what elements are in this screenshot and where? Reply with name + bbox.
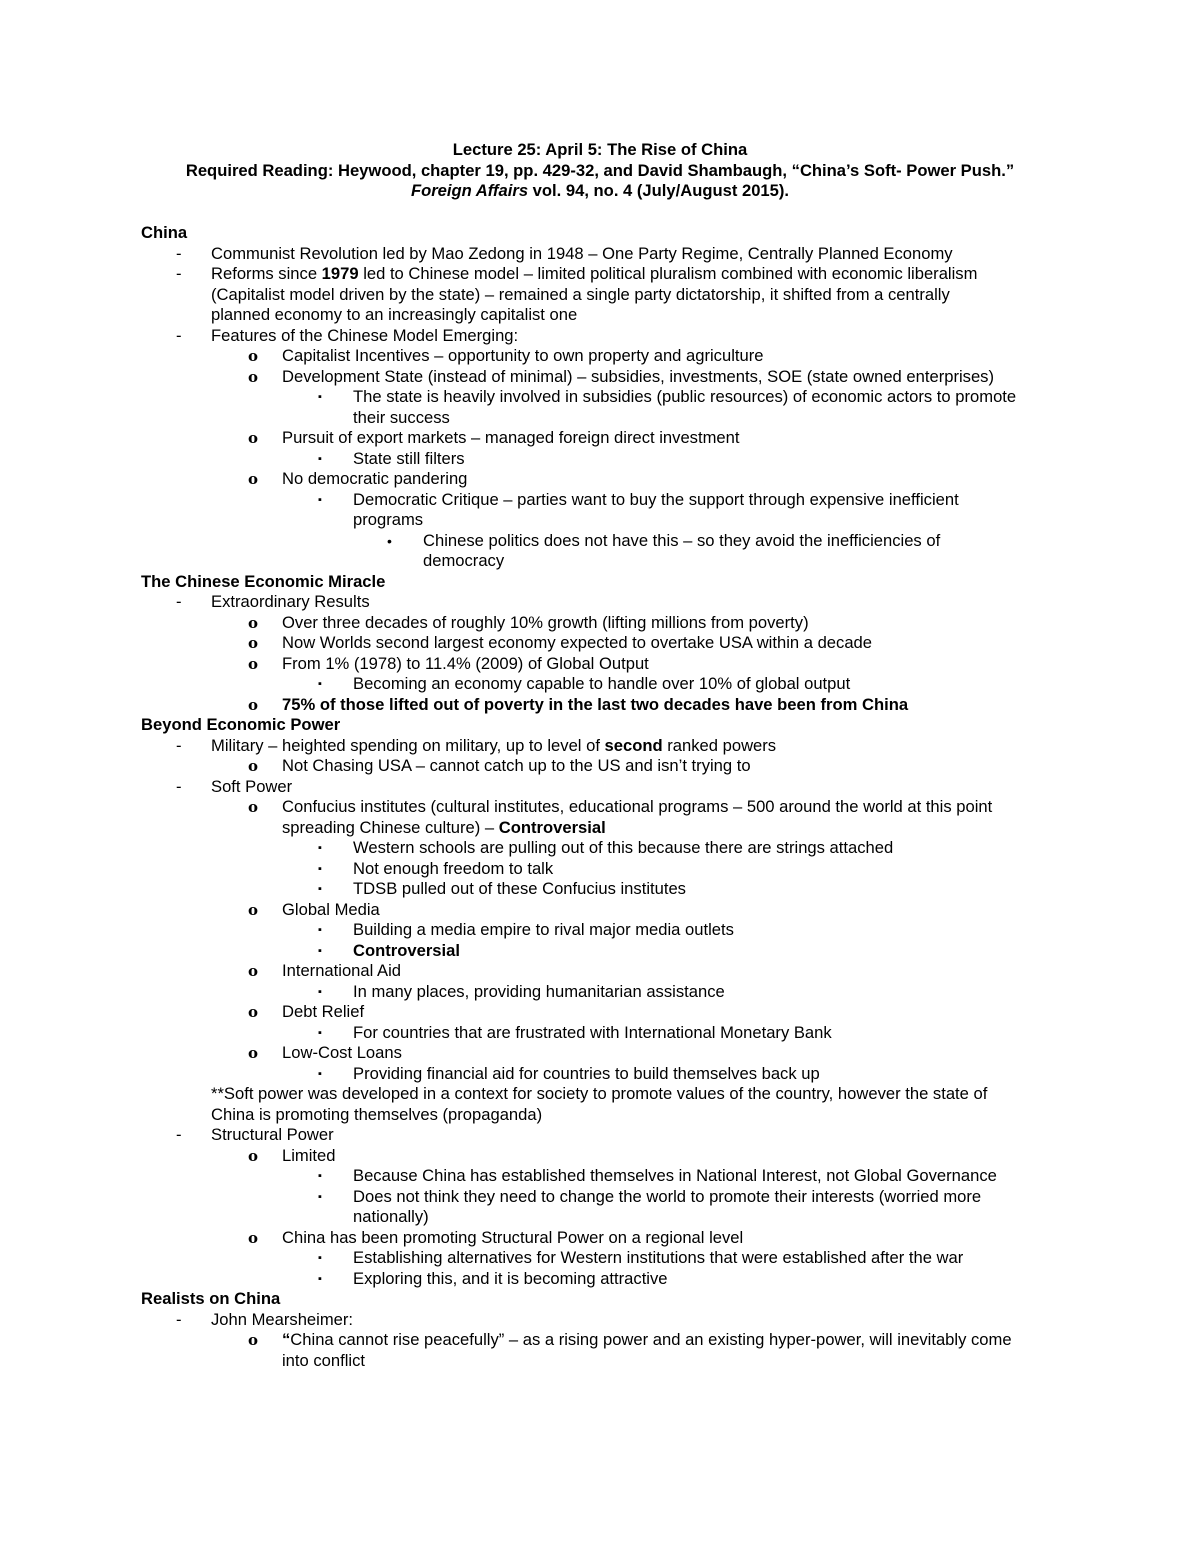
- list-item: - Structural Power: [176, 1125, 334, 1144]
- list-item: ▪ Becoming an economy capable to handle over 10% of global output: [318, 674, 851, 693]
- circle-bullet: o: [248, 695, 259, 714]
- lecture-title: Lecture 25: April 5: The Rise of China: [452, 140, 748, 159]
- circle-bullet: o: [248, 1228, 259, 1247]
- list-item: o From 1% (1978) to 11.4% (2009) of Global Output: [248, 653, 649, 673]
- list-item: o Low-Cost Loans: [248, 1043, 402, 1062]
- square-bullet: ▪: [318, 985, 322, 998]
- circle-bullet: o: [248, 470, 259, 488]
- dash-bullet: -: [176, 776, 182, 796]
- list-item: • Chinese politics does not have this – so they avoid the inefficiencies of: [387, 530, 941, 550]
- circle-bullet: o: [248, 1146, 259, 1165]
- list-item: o China has been promoting Structural Power on a regional level: [248, 1227, 744, 1247]
- square-bullet: ▪: [318, 391, 322, 403]
- list-item: ▪ State still filters: [318, 448, 465, 468]
- square-bullet: ▪: [318, 1252, 322, 1264]
- list-item: ▪ Establishing alternatives for Western institutions that were established after the war: [318, 1248, 964, 1267]
- required-reading: Required Reading: Heywood, chapter 19, pp. 429-32, and David Shambaugh, “China’s Soft- Power Push.”: [185, 160, 1015, 180]
- section-heading-china: China: [141, 223, 188, 242]
- document-body: [0, 223, 1200, 1371]
- circle-bullet: o: [248, 429, 259, 447]
- list-item: o International Aid: [248, 961, 402, 980]
- list-item-continuation: (Capitalist model driven by the state) – remained a single party dictatorship, it shifted from a centrally: [211, 284, 950, 304]
- document-header: [0, 140, 1200, 202]
- circle-bullet: o: [248, 367, 259, 386]
- list-item: o Pursuit of export markets – managed foreign direct investment: [248, 428, 740, 447]
- list-item: ▪ Controversial: [318, 940, 460, 960]
- dash-bullet: -: [176, 325, 182, 345]
- list-item: ▪ Not enough freedom to talk: [318, 858, 554, 878]
- list-item-continuation: their success: [353, 407, 450, 427]
- square-bullet: ▪: [318, 1272, 322, 1285]
- list-item: o Over three decades of roughly 10% growth (lifting millions from poverty): [248, 612, 809, 632]
- list-item: o Confucius institutes (cultural institutes, educational programs – 500 around the world at this point: [248, 797, 993, 816]
- list-item-continuation: programs: [353, 510, 424, 529]
- dash-bullet: -: [176, 1125, 182, 1144]
- list-item-continuation: into conflict: [282, 1350, 366, 1370]
- dash-bullet: -: [176, 243, 182, 263]
- square-bullet: ▪: [318, 842, 322, 854]
- list-item: - Extraordinary Results: [176, 592, 370, 611]
- square-bullet: ▪: [318, 452, 322, 465]
- list-item-continuation: nationally): [353, 1207, 429, 1226]
- soft-power-note: **Soft power was developed in a context for society to promote values of the country, however the state of: [211, 1084, 988, 1103]
- list-item: ▪ The state is heavily involved in subsidies (public resources) of economic actors to promote: [318, 387, 1017, 406]
- list-item: ▪ TDSB pulled out of these Confucius institutes: [318, 879, 686, 898]
- circle-bullet: o: [248, 757, 259, 775]
- list-item: - Soft Power: [176, 776, 293, 796]
- square-bullet: ▪: [318, 862, 322, 875]
- dash-bullet: -: [176, 735, 182, 755]
- list-item: ▪ Because China has established themselves in National Interest, not Global Governance: [318, 1166, 997, 1185]
- square-bullet: ▪: [318, 678, 322, 690]
- square-bullet: ▪: [318, 924, 322, 936]
- list-item: ▪ Does not think they need to change the world to promote their interests (worried more: [318, 1186, 982, 1206]
- circle-bullet: o: [248, 798, 259, 816]
- list-item: o Capitalist Incentives – opportunity to own property and agriculture: [248, 346, 764, 365]
- list-item: o Not Chasing USA – cannot catch up to the US and isn’t trying to: [248, 756, 751, 775]
- list-item: ▪ In many places, providing humanitarian assistance: [318, 981, 725, 1001]
- list-item: o “China cannot rise peacefully” – as a rising power and an existing hyper-power, will inevitably come: [248, 1330, 1012, 1349]
- circle-bullet: o: [248, 1044, 259, 1062]
- list-item: ▪ Western schools are pulling out of this because there are strings attached: [318, 838, 894, 857]
- circle-bullet: o: [248, 1331, 259, 1349]
- list-item-continuation: spreading Chinese culture) – Controversial: [282, 817, 606, 837]
- circle-bullet: o: [248, 613, 259, 632]
- journal-name: Foreign Affairs: [410, 181, 529, 200]
- list-item-continuation: planned economy to an increasingly capitalist one: [211, 305, 578, 324]
- list-item: ▪ Providing financial aid for countries to build themselves back up: [318, 1063, 820, 1083]
- list-item: o No democratic pandering: [248, 469, 468, 488]
- reading-citation: [0, 181, 1200, 202]
- list-item: - Communist Revolution led by Mao Zedong in 1948 – One Party Regime, Centrally Planned Economy: [176, 243, 953, 263]
- section-heading-realists: Realists on China: [141, 1289, 281, 1308]
- list-item: o Limited: [248, 1145, 336, 1165]
- list-item: - Military – heighted spending on military, up to level of second ranked powers: [176, 735, 777, 755]
- soft-power-note-continuation: China is promoting themselves (propaganda): [211, 1104, 543, 1124]
- list-item: ▪ For countries that are frustrated with International Monetary Bank: [318, 1022, 832, 1042]
- list-item: - John Mearsheimer:: [176, 1309, 354, 1329]
- square-bullet: ▪: [318, 1067, 322, 1080]
- circle-bullet: o: [248, 962, 259, 980]
- list-item: ▪ Democratic Critique – parties want to buy the support through expensive inefficient: [318, 489, 959, 509]
- square-bullet: ▪: [318, 944, 322, 957]
- list-item-continuation: democracy: [423, 551, 505, 570]
- dash-bullet: -: [176, 264, 182, 283]
- circle-bullet: o: [248, 1003, 259, 1021]
- circle-bullet: o: [248, 900, 259, 919]
- dash-bullet: -: [176, 592, 182, 611]
- square-bullet: ▪: [318, 1190, 322, 1203]
- square-bullet: ▪: [318, 883, 322, 895]
- dot-bullet: •: [387, 532, 392, 549]
- list-item: - Features of the Chinese Model Emerging:: [176, 325, 519, 345]
- section-heading-beyond-economic-power: Beyond Economic Power: [141, 715, 341, 734]
- square-bullet: ▪: [318, 493, 322, 506]
- square-bullet: ▪: [318, 1026, 322, 1039]
- dash-bullet: -: [176, 1309, 182, 1329]
- circle-bullet: o: [248, 634, 259, 652]
- list-item: ▪ Building a media empire to rival major media outlets: [318, 920, 734, 939]
- list-item: o 75% of those lifted out of poverty in the last two decades have been from China: [248, 694, 909, 714]
- journal-details: vol. 94, no. 4 (July/August 2015).: [528, 181, 790, 200]
- list-item: - Reforms since 1979 led to Chinese model – limited political pluralism combined with economic liberalism: [176, 264, 978, 283]
- circle-bullet: o: [248, 347, 259, 365]
- list-item: o Debt Relief: [248, 1002, 365, 1021]
- square-bullet: ▪: [318, 1170, 322, 1182]
- list-item: ▪ Exploring this, and it is becoming attractive: [318, 1268, 668, 1288]
- list-item: o Development State (instead of minimal) – subsidies, investments, SOE (state owned enterprises): [248, 366, 995, 386]
- circle-bullet: o: [248, 654, 259, 673]
- list-item: o Global Media: [248, 899, 380, 919]
- section-heading-economic-miracle: The Chinese Economic Miracle: [141, 571, 386, 591]
- list-item: o Now Worlds second largest economy expected to overtake USA within a decade: [248, 633, 873, 652]
